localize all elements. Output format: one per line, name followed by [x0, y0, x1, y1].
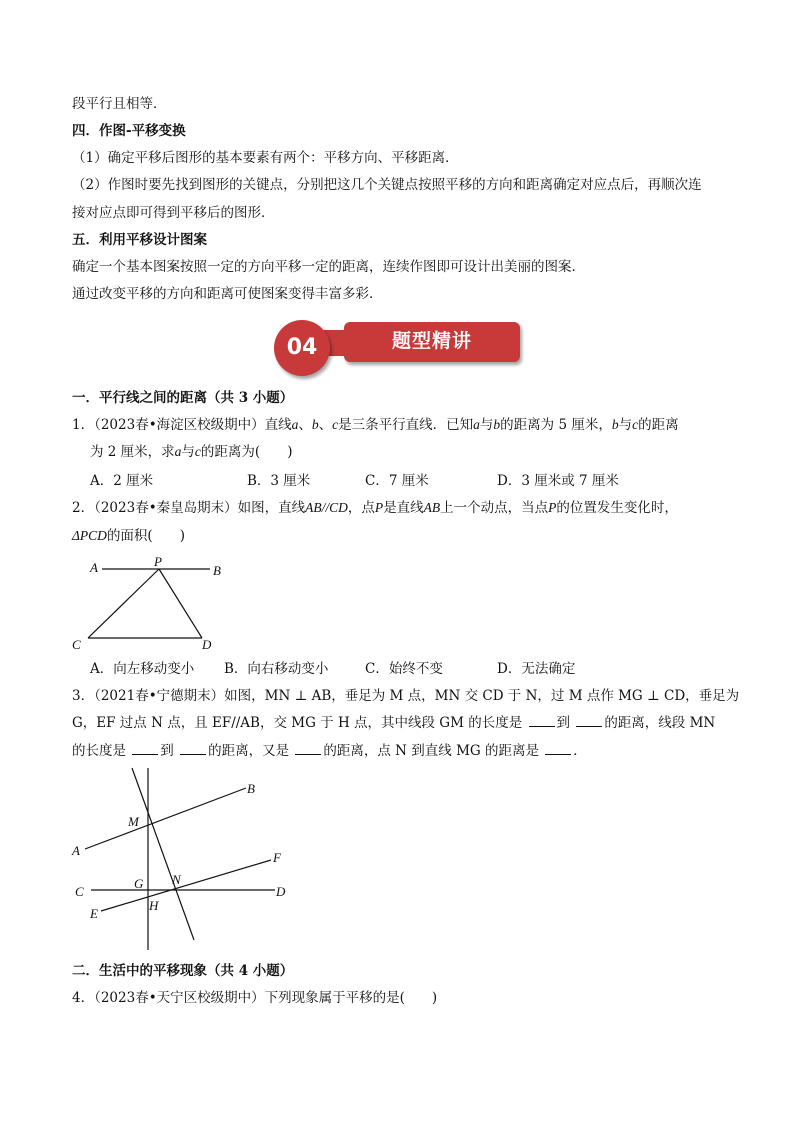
label-a: A	[72, 843, 80, 858]
label-d: D	[202, 637, 212, 652]
label-n: N	[172, 872, 181, 887]
part-1-title: 一．平行线之间的距离（共 3 小题）	[72, 390, 294, 406]
option-a[interactable]: A．2 厘米	[90, 473, 154, 489]
question-2-options	[0, 659, 794, 681]
label-c: C	[72, 637, 81, 652]
option-c[interactable]: C．7 厘米	[365, 473, 429, 489]
question-1-line-2: 为 2 厘米，求a与c的距离为( )	[90, 444, 293, 460]
answer-blank[interactable]	[295, 742, 321, 755]
segment-pd	[159, 569, 202, 638]
intro-continuation: 段平行且相等．	[72, 96, 167, 112]
label-b: B	[213, 563, 221, 578]
label-m: M	[128, 814, 139, 829]
question-3-line-3: 的长度是 到 的距离，又是 的距离，点 N 到直线 MG 的距离是 ．	[72, 743, 587, 759]
line-mn	[132, 768, 194, 940]
label-h: H	[149, 898, 159, 913]
option-b[interactable]: B．向右移动变小	[224, 661, 329, 677]
option-c[interactable]: C．始终不变	[365, 661, 443, 677]
question-3-line-2: G，EF 过点 N 点，且 EF//AB，交 MG 于 H 点，其中线段 GM 的长度是 到 的距离，线段 MN	[72, 715, 716, 731]
label-g: G	[134, 876, 144, 891]
banner-number: 04	[274, 320, 330, 376]
section-5-para-1: 确定一个基本图案按照一定的方向平移一定的距离，连续作图即可设计出美丽的图案．	[72, 259, 585, 275]
banner-title: 题型精讲	[344, 322, 520, 362]
segment-pc	[88, 569, 159, 638]
question-3-line-1: 3．（2021春•宁德期末）如图，MN ⊥ AB，垂足为 M 点，MN 交 CD 于 N，过 M 点作 MG ⊥ CD，垂足为	[72, 688, 740, 704]
answer-blank[interactable]	[180, 742, 206, 755]
question-2-line-2: ΔPCD的面积( )	[72, 528, 185, 544]
label-d: D	[276, 884, 286, 899]
section-5-para-2: 通过改变平移的方向和距离可使图案变得丰富多彩．	[72, 286, 383, 302]
label-f: F	[273, 850, 281, 865]
question-2-figure	[70, 552, 240, 657]
line-ef	[101, 860, 271, 911]
label-c: C	[75, 884, 84, 899]
answer-blank[interactable]	[132, 742, 158, 755]
line-ab	[85, 788, 246, 849]
option-d[interactable]: D．3 厘米或 7 厘米	[497, 473, 619, 489]
section-4-point-2b: 接对应点即可得到平移后的图形．	[72, 205, 275, 221]
label-p: P	[154, 554, 162, 569]
part-2-title: 二．生活中的平移现象（共 4 小题）	[72, 963, 294, 979]
question-2-line-1: 2．（2023春•秦皇岛期末）如图，直线AB//CD，点P是直线AB上一个动点，当点P的位置发生变化时，	[72, 500, 678, 516]
question-1-options	[0, 471, 794, 493]
option-d[interactable]: D．无法确定	[497, 661, 576, 677]
option-b[interactable]: B．3 厘米	[247, 473, 311, 489]
label-a: A	[90, 560, 98, 575]
question-1-line-1: 1．（2023春•海淀区校级期中）直线a、b、c是三条平行直线．已知a与b的距离为 5 厘米，b与c的距离	[72, 417, 679, 433]
option-a[interactable]: A．向左移动变小	[90, 661, 195, 677]
label-e: E	[90, 906, 98, 921]
section-4-title: 四．作图-平移变换	[72, 123, 186, 139]
section-5-title: 五．利用平移设计图案	[72, 232, 207, 248]
answer-blank[interactable]	[576, 714, 602, 727]
question-4-line-1: 4．（2023春•天宁区校级期中）下列现象属于平移的是( )	[72, 990, 438, 1006]
answer-blank[interactable]	[529, 714, 555, 727]
section-4-point-1: （1）确定平移后图形的基本要素有两个：平移方向、平移距离．	[72, 150, 459, 166]
answer-blank[interactable]	[545, 742, 571, 755]
question-3-figure	[66, 766, 296, 954]
label-b: B	[247, 781, 255, 796]
section-4-point-2a: （2）作图时要先找到图形的关键点，分别把这几个关键点按照平移的方向和距离确定对应点后，再顺次连	[72, 177, 702, 193]
